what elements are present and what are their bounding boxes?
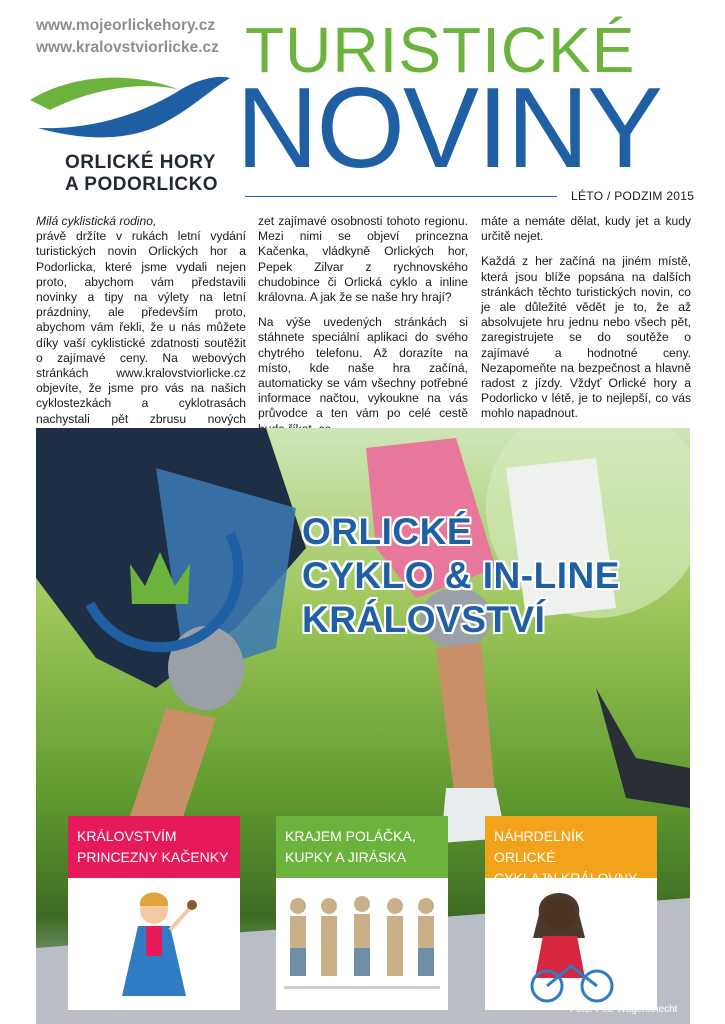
headline-line-1: ORLICKÉ [302,511,472,552]
headline-line-3: KRÁLOVSTVÍ [302,599,546,640]
card-title-line-2: KUPKY A JIRÁSKA [285,849,407,865]
card-title-line-2: PRINCEZNY KAČENKY [77,849,229,865]
masthead-title-line-1: TURISTICKÉ [245,14,636,86]
card-princess-kacenka[interactable] [68,816,240,1010]
region-line-1: ORLICKÉ HORY [65,152,216,173]
card-title-line-1: KRAJEM POLÁČKA, [285,828,416,844]
feature-headline [302,510,620,642]
article-paragraph: zet zajímavé osobnosti tohoto regionu. Mezi nimi se objeví princezna Kačenka, vládkyně Orlických hor, Pepek Zilvar z rychnovského chudobince či Orlická cyklo a inline královna. A jak že se naše hry hrají? [258,214,468,305]
card-title-line-1: KRÁLOVSTVÍM [77,828,177,844]
article-column-3 [481,214,691,432]
website-link-1[interactable]: www.mojeorlickehory.cz [36,17,216,34]
card-title-line-1: NÁHRDELNÍK ORLICKÉ [494,828,585,865]
region-name [65,152,218,196]
card-cyklajn-queen[interactable] [485,816,657,1010]
headline-line-2: CYKLO & IN-LINE [302,555,620,596]
region-line-2: A PODORLICKO [65,174,219,195]
photo-credit: Foto: Petr Wagenknecht [570,1004,678,1015]
cycling-queen-illustration-icon [485,878,657,1010]
article-greeting: Milá cyklistická rodino, [36,214,157,228]
card-title-line-2: CYKLAJN KRÁLOVNY [494,870,638,886]
article-paragraph: právě držíte v rukách letní vydání turistických novin Orlických hor a Podorlicka, které jsme vydali nejen proto, abychom vám představili novinky a tipy na výlety na letní prázdniny, ale především proto, abychom vám řekli, že u nás můžete díky vaší cyklistické zdatnosti soutěžit o zajímavé ceny. Na webových stránkách www.kralovstviorlicke.cz objevíte, že jsme pro vás na našich cyklostezkách a cyklotrasách nachystali pět zbrusu nových [36,229,246,426]
card-header [485,816,657,886]
card-polacek-kupka-jirasek[interactable] [276,816,448,1010]
article-paragraph: máte a nemáte dělat, kudy jet a kudy určitě nejet. [481,214,691,244]
article-column-2 [258,214,468,447]
article-paragraph: Každá z her začíná na jiném místě, která jsou blíže popsána na dalších stránkách těchto turistických novin, co je ale důležité vědět je to, že až absolvujete hru jednu nebo všech pět, zaregistrujete se do soutěže o zajímavé a hodnotné ceny. Nezapomeňte na bezpečnost a hlavně radost z jízdy. Vždyť Orlické hory a Podorlicko v létě, je to nejlepší, co vás mohlo napadnout. [481,254,691,421]
princess-illustration-icon [68,878,240,1010]
card-header [276,816,448,878]
masthead-divider [245,196,557,197]
article-paragraph: Na výše uvedených stránkách si stáhnete speciální aplikaci do svého chytrého telefonu. Až dorazíte na místo, kde naše hra začíná, automaticky se vám všechny potřebné informace načtou, vykoukne na vás průvodce a ten vám po celé cestě [258,315,468,421]
card-header [68,816,240,878]
edition-label: LÉTO / PODZIM 2015 [571,189,695,203]
masthead-title-line-2: NOVINY [236,65,662,192]
crown-circle-logo-icon [80,524,270,674]
five-figures-illustration-icon [276,878,448,1010]
website-links [36,15,219,59]
wave-logo-icon [30,70,230,150]
website-link-2[interactable]: www.kralovstviorlicke.cz [36,39,219,56]
